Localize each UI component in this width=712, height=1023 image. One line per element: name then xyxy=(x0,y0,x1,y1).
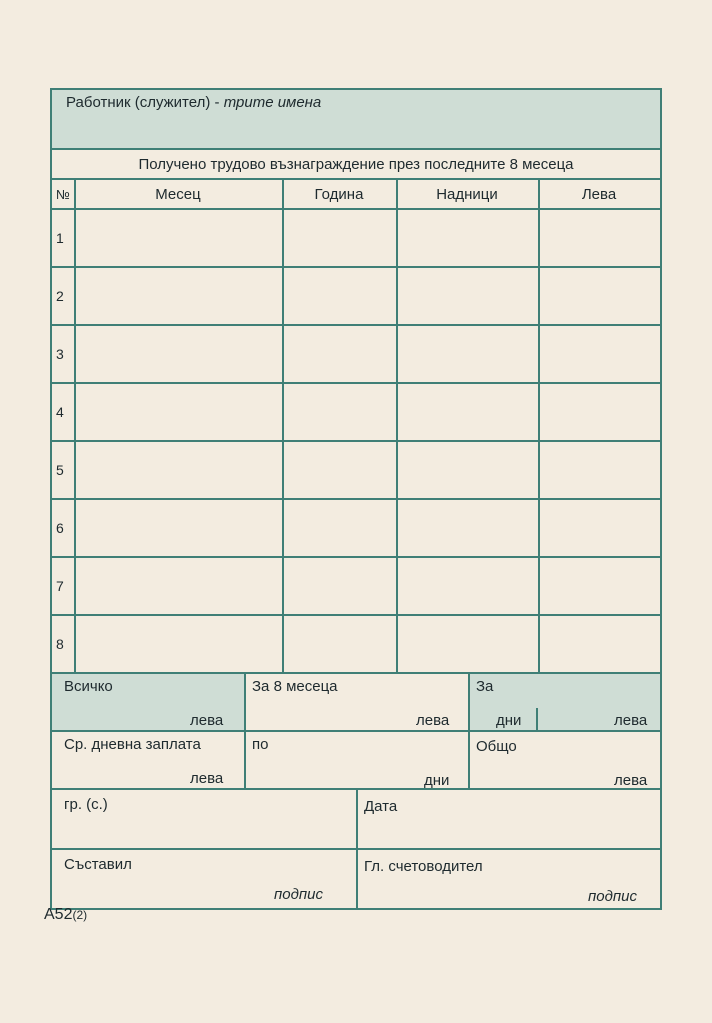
total-unit: лева xyxy=(614,772,648,789)
row-number: 6 xyxy=(56,520,64,536)
table-header xyxy=(52,180,660,210)
table-row[interactable] xyxy=(52,210,660,268)
avg-label: Ср. дневна заплата xyxy=(64,736,201,753)
average-row xyxy=(52,732,660,790)
by-unit: дни xyxy=(424,772,450,789)
city-date-row xyxy=(52,790,660,850)
worker-hint: трите имена xyxy=(223,94,322,111)
prepared-sign: подпис xyxy=(274,886,323,903)
section-title-row xyxy=(52,150,660,180)
form-variant: (2) xyxy=(72,908,88,922)
avg-unit: лева xyxy=(190,770,224,787)
col-wages-header: Надници xyxy=(436,185,498,203)
row-number: 1 xyxy=(56,230,64,246)
salary-form xyxy=(50,88,662,910)
row-number: 4 xyxy=(56,404,64,420)
row-number: 5 xyxy=(56,462,64,478)
worker-label: Работник (служител) - трите имена xyxy=(66,94,322,111)
table-row[interactable] xyxy=(52,326,660,384)
table-row[interactable] xyxy=(52,268,660,326)
for-label: За xyxy=(476,678,494,695)
col-leva-header: Лева xyxy=(581,185,617,203)
section-title: Получено трудово възнаграждение през последните 8 месеца xyxy=(138,155,574,173)
col-month-header: Месец xyxy=(155,185,201,203)
city-label: гр. (с.) xyxy=(64,796,108,813)
row-number: 7 xyxy=(56,578,64,594)
all-unit: лева xyxy=(190,712,224,729)
table-row[interactable] xyxy=(52,442,660,500)
totals-row xyxy=(52,674,660,732)
worker-name-field[interactable] xyxy=(52,90,660,150)
table-row[interactable] xyxy=(52,616,660,674)
table-row[interactable] xyxy=(52,558,660,616)
prepared-label: Съставил xyxy=(64,856,132,873)
table-row[interactable] xyxy=(52,384,660,442)
col-year-header: Година xyxy=(314,185,364,203)
accountant-sign: подпис xyxy=(588,888,637,905)
by-label: по xyxy=(252,736,269,753)
eight-months-unit: лева xyxy=(416,712,450,729)
signatures-row xyxy=(52,850,660,908)
row-number: 2 xyxy=(56,288,64,304)
accountant-label: Гл. счетоводител xyxy=(364,858,483,875)
for-leva-unit: лева xyxy=(614,712,648,729)
col-number-header: № xyxy=(56,186,70,202)
form-code: А52(2) xyxy=(44,906,88,923)
all-label: Всичко xyxy=(64,678,113,695)
row-number: 8 xyxy=(56,636,64,652)
eight-months-label: За 8 месеца xyxy=(252,678,338,695)
total-label: Общо xyxy=(476,738,517,755)
date-label: Дата xyxy=(364,798,398,815)
table-row[interactable] xyxy=(52,500,660,558)
row-number: 3 xyxy=(56,346,64,362)
for-days-unit: дни xyxy=(496,712,522,729)
